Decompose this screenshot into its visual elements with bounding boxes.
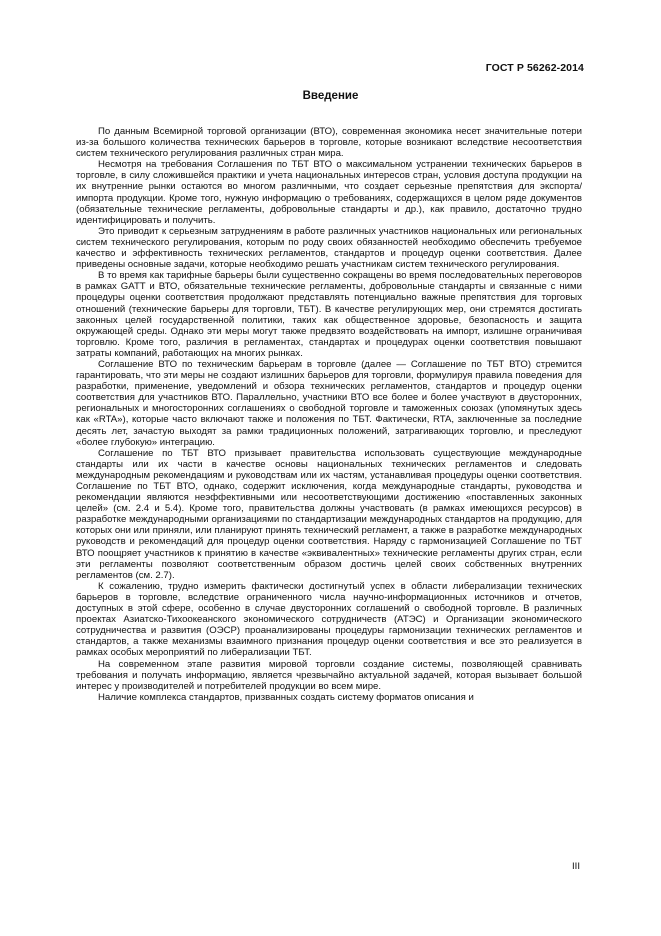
paragraph: Соглашение ВТО по техническим барьерам в торговле (далее — Соглашение по ТБТ ВТО) стремится гарантировать, что эти меры не создают излишних барьеров для торговли, формулируя правила поведения для разработки, применение, уведомлений и обзора технических регламентов, стандартов и процедур оценки соответствия для участников ВТО. Параллельно, участники ВТО все более и более участвуют в двусторонних, региональных и многосторонних соглашениях о свободной торговле и таможенных союзах (упомянутых здесь как «RTA»), которые часто включают также и положения по ТБТ. Фактически, RTA, заключенные за последние десять лет, зачастую выходят за рамки традиционных положений, затрагивающих торговлю, и преследуют «более глубокую» интеграцию. bbox=[76, 358, 582, 448]
paragraph: Несмотря на требования Соглашения по ТБТ ВТО о максимальном устранении технических барьеров в торговле, в силу сложившейся практики и учета национальных интересов стран, условия доступа продукции на их внутренние рынки остаются во многом различными, что создает серьезные препятствия для экспорта/импорта продукции. Кроме того, нужную информацию о требованиях, содержащихся в целом ряде документов (обязательные технические регламенты, добровольные стандарты и др.), как правило, достаточно трудно идентифицировать и получить. bbox=[76, 159, 582, 226]
paragraph: Наличие комплекса стандартов, призванных создать систему форматов описания и bbox=[98, 691, 474, 703]
paragraph: Соглашение по ТБТ ВТО призывает правительства использовать существующие международные стандарты или их части в качестве основы национальных технических регламентов и следовать международным рекомендациям и руководствам или их частям, устанавливая процедуры оценки соответствия. Соглашение по ТБТ ВТО, однако, содержит исключения, когда международные стандарты, руководства и рекомендации являются неэффективными или несоответствующими достижению «поставленных законных целей» (см. 2.4 и 5.4). Кроме того, правительства должны участвовать (в рамках имеющихся ресурсов) в разработке международными организациями по стандартизации международных стандартов на продукцию, для которых они или приняли, или планируют принять технический регламент, а также в разработке международных руководств и рекомендаций для процедур оценки соответствия. Наряду с гармонизацией Соглашение по ТБТ ВТО поощряет участников к принятию в качестве «эквивалентных» технические регламенты других стран, если эти регламенты позволяют соответственным образом достичь целей своих собственных внутренних регламентов (см. 2.7). bbox=[76, 447, 582, 581]
paragraph: В то время как тарифные барьеры были существенно сокращены во время последовательных переговоров в рамках GATT и ВТО, обязательные технические регламенты, добровольные стандарты и связанные с ними процедуры оценки соответствия продолжают представлять потенциально важные препятствия для торговых отношений (технические барьеры для торговли, ТБТ). В качестве регулирующих мер, они стремятся достигать законных целей государственной политики, таких как общественное здоровье, безопасность и защита окружающей среды. Однако эти меры могут также предвзято воздействовать на импорт, излишне ограничивая торговлю. Кроме того, различия в регламентах, стандартах и процедурах оценки соответствия повышают затраты компаний, работающих на многих рынках. bbox=[76, 270, 582, 359]
paragraph: К сожалению, трудно измерить фактически достигнутый успех в области либерализации технических барьеров в торговле, вследствие ограниченного числа научно-информационных источников и отчетов, доступных в этой сфере, особенно в случае двусторонних соглашений о свободной торговле. В различных проектах Азиатско-Тихоокеанского экономического сотрудничеств (АТЭС) и Организации экономического сотрудничества и развития (ОЭСР) проанализированы процедуры гармонизации технических регламентов и стандартов, а также механизмы взаимного признания процедур оценки соответствия и все это реализуется в рамках особых мероприятий по либерализации ТБТ. bbox=[76, 580, 582, 659]
section-title: Введение bbox=[302, 90, 359, 102]
document-code: ГОСТ Р 56262-2014 bbox=[485, 62, 584, 74]
document-body bbox=[76, 126, 582, 703]
paragraph: На современном этапе развития мировой торговли создание системы, позволяющей сравнивать требования и получать информацию, является чрезвычайно актуальной задачей, которая вызывает большой интерес у производителей и потребителей продукции во всем мире. bbox=[76, 658, 582, 692]
paragraph: Это приводит к серьезным затруднениям в работе различных участников национальных или региональных систем технического регулирования, которым по роду своих обязанностей необходимо обеспечить требуемое качество и эффективность технических регламентов, стандартов и процедур оценки соответствия. Далее приведены основные задачи, которые необходимо решать участникам систем технического регулирования. bbox=[76, 225, 582, 271]
paragraph: По данным Всемирной торговой организации (ВТО), современная экономика несет значительные потери из-за большого количества технических барьеров в торговле, которые возникают вследствие несоответствия систем технического регулирования различных стран мира. bbox=[76, 126, 582, 160]
page-number: III bbox=[572, 861, 580, 872]
